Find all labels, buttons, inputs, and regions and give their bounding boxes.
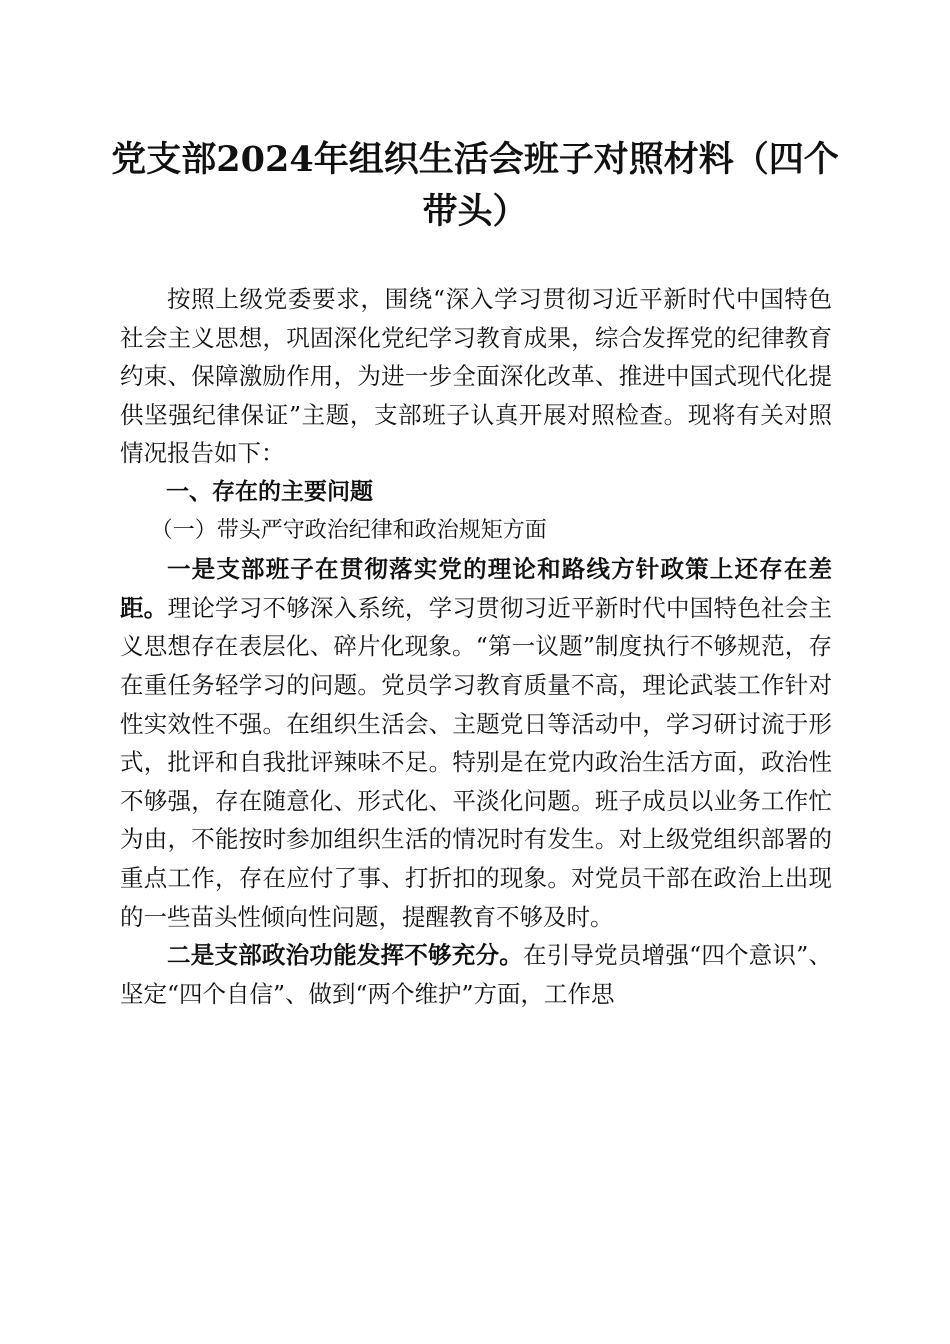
section-heading: 一、存在的主要问题 xyxy=(166,478,373,505)
paragraph-1-body: 理论学习不够深入系统，学习贯彻习近平新时代中国特色社会主义思想存在表层化、碎片化现象。“第一议题”制度执行不够规范，存在重任务轻学习的问题。党员学习教育质量不高，理论武装工作针对性实效性不强。在组织生活会、主题党日等活动中，学习研讨流于形式，批评和自我批评辣味不足。特别是在党内政治生活方面，政治性不够强，存在随意化、形式化、平淡化问题。班子成员以业务工作忙为由，不能按时参加组织生活的情况时有发生。对上级党组织部署的重点工作，存在应付了事、打折扣的现象。对党员干部在政治上出现的一些苗头性倾向性问题，提醒教育不够及时。 xyxy=(120,593,833,931)
paragraph-2-body: 在引导党员增强“四个意识”、坚定“四个自信”、做到“两个维护”方面，工作思 xyxy=(120,941,832,1008)
intro-paragraph: 按照上级党委要求，围绕“深入学习贯彻习近平新时代中国特色社会主义思想，巩固深化党纪学习教育成果，综合发挥党的纪律教育约束、保障激励作用，为进一步全面深化改革、推进中国式现代化提供坚强纪律保证”主题，支部班子认真开展对照检查。现将有关对照情况报告如下： xyxy=(120,285,832,468)
subsection-heading: （一）带头严守政治纪律和政治规矩方面 xyxy=(150,517,547,543)
paragraph-1 xyxy=(120,550,832,936)
document-title: 党支部2024年组织生活会班子对照材料（四个带头） xyxy=(111,139,839,232)
paragraph-2-lead: 二是支部政治功能发挥不够充分。 xyxy=(167,941,523,970)
paragraph-2 xyxy=(120,936,832,1013)
document-body xyxy=(120,280,832,1013)
paragraph-1-lead: 一是支部班子在贯彻落实党的理论和路线方针政策上还存在差距。 xyxy=(120,555,832,622)
